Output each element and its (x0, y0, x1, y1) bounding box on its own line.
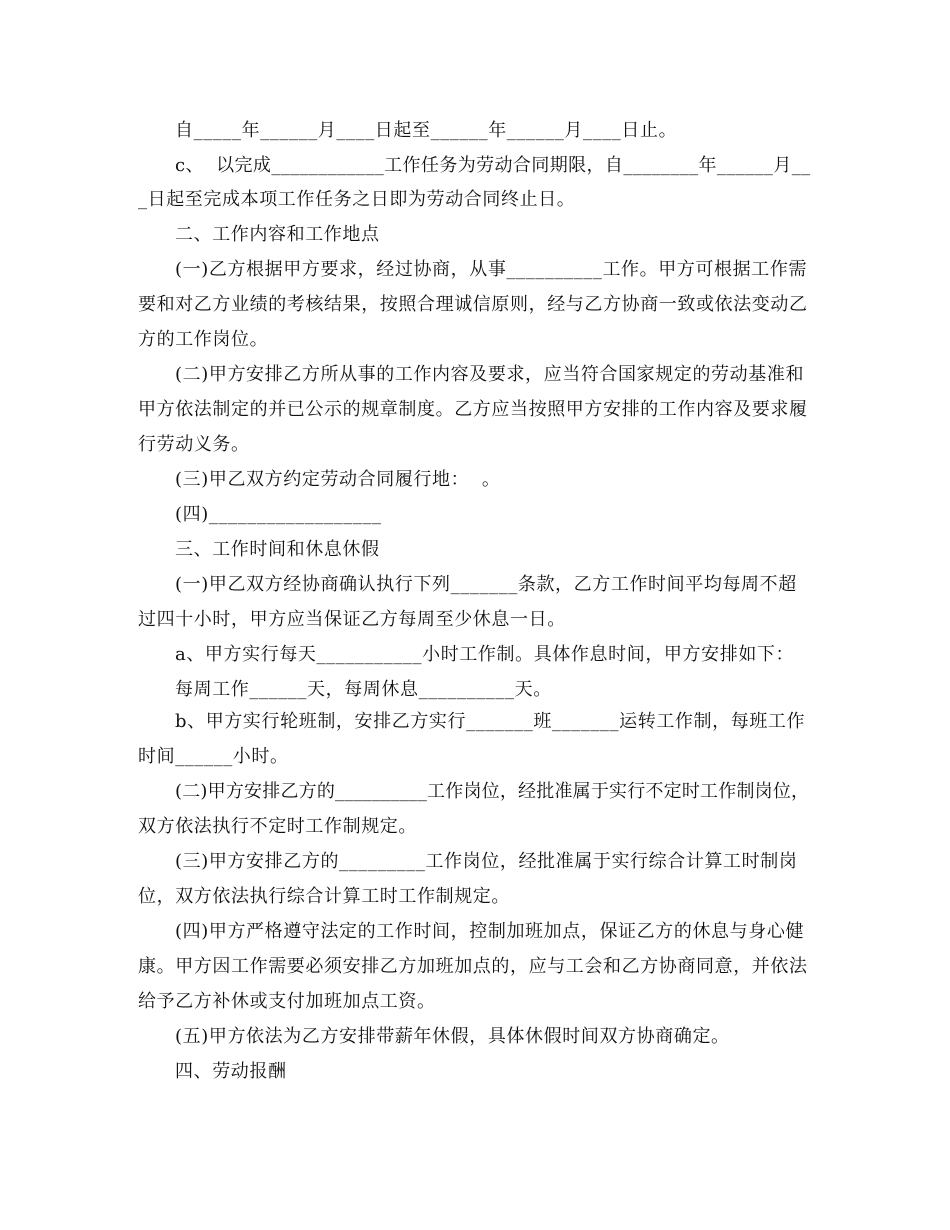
text-line: _日起至完成本项工作任务之日即为劳动合同终止日。 (138, 189, 576, 210)
text-line: 甲方依法制定的并已公示的规章制度。乙方应当按照甲方安排的工作内容及要求履 (138, 399, 808, 420)
section-heading: 四、劳动报酬 (175, 1061, 287, 1082)
text-line: 康。甲方因工作需要必须安排乙方加班加点的，应与工会和乙方协商同意，并依法 (138, 956, 808, 977)
text-line: (一)乙方根据甲方要求，经过协商，从事__________工作。甲方可根据工作需 (175, 259, 808, 280)
text-line: 位，双方依法执行综合计算工时工作制规定。 (138, 886, 510, 907)
text-line: (四)甲方严格遵守法定的工作时间，控制加班加点，保证乙方的休息与身心健 (175, 921, 805, 942)
text-line: (二)甲方安排乙方的__________工作岗位，经批准属于实行不定时工作制岗位， (175, 781, 810, 802)
text-line: 过四十小时，甲方应当保证乙方每周至少休息一日。 (138, 609, 566, 630)
text-line: 双方依法执行不定时工作制规定。 (138, 816, 417, 837)
text-line: 要和对乙方业绩的考核结果，按照合理诚信原则，经与乙方协商一致或依法变动乙 (138, 294, 808, 315)
text-line: 方的工作岗位。 (138, 329, 269, 350)
text-line: c、 以完成____________工作任务为劳动合同期限，自________年______月__ (175, 155, 811, 176)
text-line: (四)__________________ (175, 504, 382, 525)
text-line: 给予乙方补休或支付加班加点工资。 (138, 991, 436, 1012)
text-line: (三)甲乙双方约定劳动合同履行地： 。 (175, 469, 501, 490)
text-line: 时间______小时。 (138, 746, 289, 767)
text-line: (三)甲方安排乙方的_________工作岗位，经批准属于实行综合计算工时制岗 (175, 851, 798, 872)
text-line: (五)甲方依法为乙方安排带薪年休假，具体休假时间双方协商确定。 (175, 1026, 730, 1047)
text-line: 自_____年______月____日起至______年______月____日止。 (175, 120, 678, 141)
text-line: (二)甲方安排乙方所从事的工作内容及要求，应当符合国家规定的劳动基准和 (175, 364, 805, 385)
text-line: 每周工作______天，每周休息__________天。 (175, 679, 552, 700)
section-heading: 二、工作内容和工作地点 (175, 224, 380, 245)
text-line: 行劳动义务。 (138, 434, 250, 455)
text-line: b、甲方实行轮班制，安排乙方实行_______班_______运转工作制，每班工作 (175, 711, 806, 732)
section-heading: 三、工作时间和休息休假 (175, 539, 380, 560)
text-line: a、甲方实行每天___________小时工作制。具体作息时间，甲方安排如下： (175, 644, 795, 665)
text-line: (一)甲乙双方经协商确认执行下列_______条款，乙方工作时间平均每周不超 (175, 574, 797, 595)
